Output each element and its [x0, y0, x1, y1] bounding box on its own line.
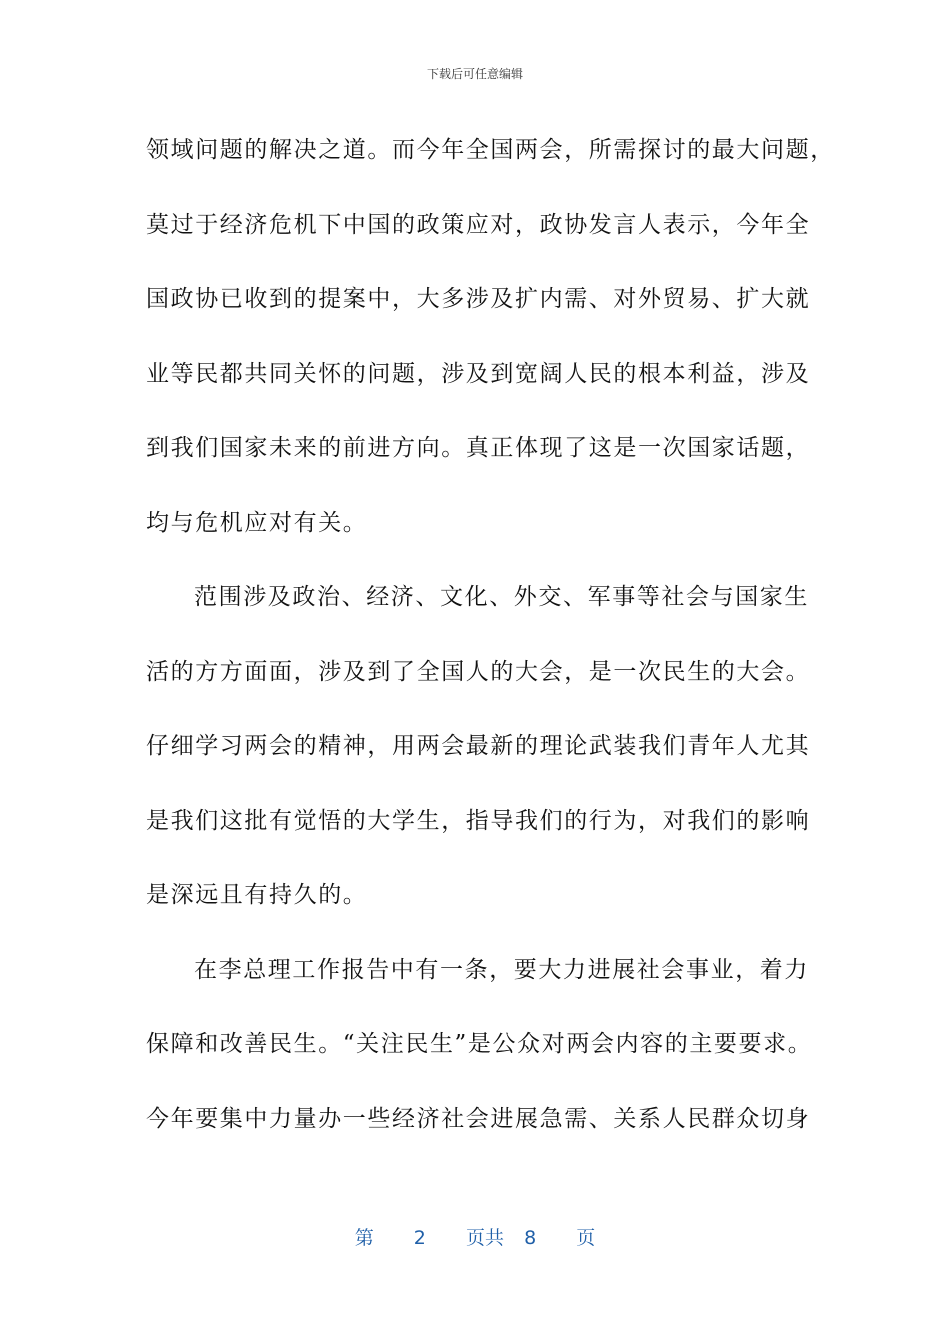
footer-prefix: 第: [354, 1227, 374, 1249]
header-note: 下载后可任意编辑: [426, 67, 523, 81]
text-line: 业等民都共同关怀的问题，涉及到宽阔人民的根本利益，涉及: [146, 360, 811, 387]
document-body: [146, 113, 835, 1156]
total-pages-number: 8: [524, 1227, 537, 1249]
page-header: [0, 66, 950, 82]
text-line: 领域问题的解决之道。而今年全国两会，所需探讨的最大问题，: [146, 137, 835, 163]
current-page-number: 2: [413, 1227, 426, 1249]
text-line: 是深远且有持久的。: [146, 882, 368, 908]
text-line: 到我们国家未来的前进方向。真正体现了这是一次国家话题，: [146, 435, 811, 461]
text-line: 活的方方面面，涉及到了全国人的大会，是一次民生的大会。: [146, 658, 811, 685]
text-line: 保障和改善民生。“关注民生”是公众对两会内容的主要要求。: [146, 1031, 813, 1057]
text-line: 莫过于经济危机下中国的政策应对，政协发言人表示，今年全: [146, 211, 811, 238]
footer-middle: 页共: [465, 1227, 504, 1249]
page-footer: [0, 1226, 950, 1250]
paragraph-first-line: 在李总理工作报告中有一条，要大力进展社会事业，着力: [194, 956, 809, 983]
text-line: 均与危机应对有关。: [146, 509, 368, 536]
text-line: 仔细学习两会的精神，用两会最新的理论武装我们青年人尤其: [146, 733, 811, 759]
text-line: 今年要集中力量办一些经济社会进展急需、关系人民群众切身: [146, 1105, 811, 1132]
text-line: 是我们这批有觉悟的大学生，指导我们的行为，对我们的影响: [146, 807, 811, 834]
text-line: 国政协已收到的提案中，大多涉及扩内需、对外贸易、扩大就: [146, 286, 811, 312]
paragraph-first-line: 范围涉及政治、经济、文化、外交、军事等社会与国家生: [194, 584, 809, 610]
footer-suffix: 页: [576, 1227, 596, 1249]
